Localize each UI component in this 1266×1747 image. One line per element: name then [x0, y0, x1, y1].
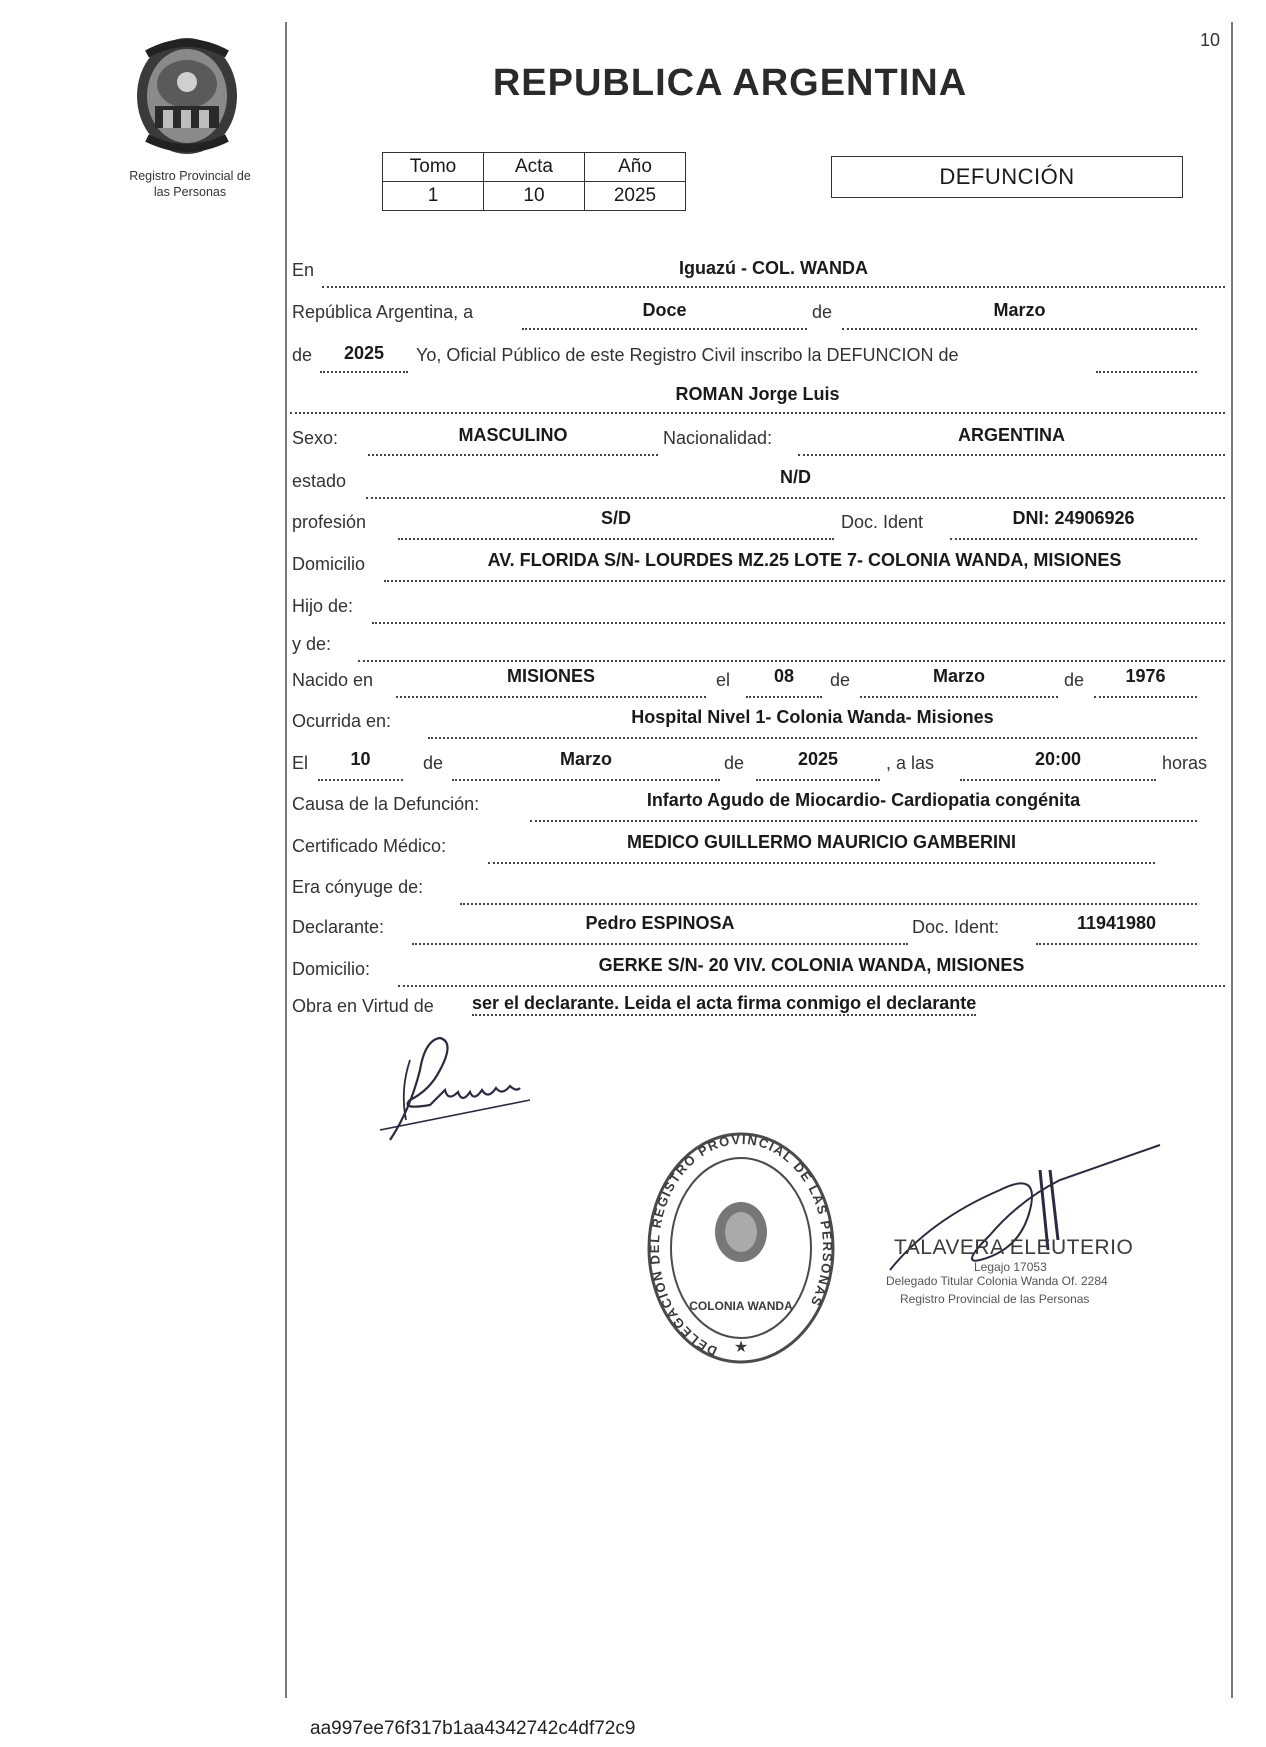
label-ocurrida-en: Ocurrida en: [292, 711, 392, 731]
label-de-nac-mes: de [830, 670, 851, 690]
value-nacido-en: MISIONES [506, 666, 595, 686]
official-cargo: Delegado Titular Colonia Wanda Of. 2284 [886, 1274, 1108, 1288]
label-republica: República Argentina, a [292, 302, 474, 322]
header-tomo: Tomo [383, 153, 484, 182]
right-margin-line [1231, 22, 1233, 1698]
value-tomo: 1 [383, 182, 484, 211]
value-ocurrida-en: Hospital Nivel 1- Colonia Wanda- Misiones [631, 707, 994, 727]
field-hijo-de [372, 598, 1225, 624]
label-de-mes: de [812, 302, 833, 322]
label-profesion: profesión [292, 512, 367, 532]
province-crest-icon [133, 34, 241, 156]
value-anio: 2025 [343, 343, 385, 363]
label-el: El [292, 753, 309, 773]
header-acta: Acta [484, 153, 585, 182]
field-conyuge [460, 879, 1197, 905]
value-estado: N/D [780, 467, 811, 487]
label-sexo: Sexo: [292, 428, 339, 448]
label-conyuge: Era cónyuge de: [292, 877, 424, 897]
value-acta: 10 [484, 182, 585, 211]
label-certificado: Certificado Médico: [292, 836, 447, 856]
value-nac-mes: Marzo [932, 666, 985, 686]
label-nacionalidad: Nacionalidad: [663, 428, 773, 448]
stamp-ring-text: DELEGACION DEL REGISTRO PROVINCIAL DE LAS PERSONAS [647, 1131, 836, 1359]
value-profesion: S/D [600, 508, 631, 528]
label-de-def-mes: de [423, 753, 444, 773]
value-lugar: Iguazú - COL. WANDA [679, 258, 868, 278]
label-domicilio: Domicilio [292, 554, 366, 574]
official-name-stamp [886, 1236, 1176, 1306]
field-y-de [358, 636, 1225, 662]
official-registro: Registro Provincial de las Personas [900, 1292, 1090, 1306]
label-yo-oficial: Yo, Oficial Público de este Registro Civil inscribo la DEFUNCION de [416, 345, 959, 365]
value-domicilio: AV. FLORIDA S/N- LOURDES MZ.25 LOTE 7- COLONIA WANDA, MISIONES [487, 550, 1122, 570]
value-nombre: ROMAN Jorge Luis [675, 384, 840, 404]
label-causa: Causa de la Defunción: [292, 794, 480, 814]
value-declarante: Pedro ESPINOSA [585, 913, 735, 933]
value-nac-anio: 1976 [1125, 666, 1166, 686]
value-dni: DNI: 24906926 [1012, 508, 1135, 528]
label-declarante: Declarante: [292, 917, 385, 937]
value-mes-letras: Marzo [993, 300, 1046, 320]
label-estado: estado [292, 471, 347, 491]
value-anio: 2025 [585, 182, 686, 211]
label-obra: Obra en Virtud de [292, 996, 434, 1016]
label-doc-ident: Doc. Ident [841, 512, 924, 532]
registry-label [100, 168, 280, 200]
document-hash: aa997ee76f317b1aa4342742c4df72c9 [310, 1718, 636, 1739]
label-de-anio: de [292, 345, 313, 365]
value-nac-dia: 08 [773, 666, 795, 686]
record-table-value-row [383, 182, 686, 211]
label-y-de: y de: [292, 634, 332, 654]
label-doc-ident-declarante: Doc. Ident: [912, 917, 1000, 937]
stamp-center-text: COLONIA WANDA [689, 1299, 793, 1313]
value-def-hora: 20:00 [1034, 749, 1082, 769]
left-margin-line [285, 22, 287, 1698]
header-anio: Año [585, 153, 686, 182]
record-table [382, 152, 686, 211]
field-defuncion-de [1096, 347, 1197, 373]
value-causa: Infarto Agudo de Miocardio- Cardiopatia congénita [646, 790, 1081, 810]
value-nacionalidad: ARGENTINA [958, 425, 1065, 445]
registry-label-line2: las Personas [153, 185, 227, 199]
declarant-signature [370, 1030, 550, 1150]
label-horas: horas [1162, 753, 1208, 773]
stamp-star-icon: ★ [733, 1339, 749, 1356]
label-de-def-anio: de [724, 753, 745, 773]
official-name: TALAVERA ELEUTERIO [894, 1236, 1134, 1259]
value-def-anio: 2025 [797, 749, 839, 769]
delegation-stamp [646, 1130, 836, 1370]
value-declarante-doc: 11941980 [1076, 913, 1157, 933]
official-legajo: Legajo 17053 [974, 1260, 1047, 1274]
value-dia-letras: Doce [642, 300, 687, 320]
label-nacido-en: Nacido en [292, 670, 374, 690]
document-title: REPUBLICA ARGENTINA [492, 62, 968, 104]
value-certificado: MEDICO GUILLERMO MAURICIO GAMBERINI [627, 832, 1016, 852]
label-hijo-de: Hijo de: [292, 596, 354, 616]
registry-label-line1: Registro Provincial de [129, 169, 251, 183]
value-domicilio-declarante: GERKE S/N- 20 VIV. COLONIA WANDA, MISIONES [598, 955, 1025, 975]
value-def-mes: Marzo [559, 749, 612, 769]
label-a-las: , a las [886, 753, 935, 773]
page-number: 10 [1200, 30, 1221, 50]
label-domicilio-declarante: Domicilio: [292, 959, 371, 979]
label-de-nac-anio: de [1064, 670, 1085, 690]
label-en: En [292, 260, 315, 280]
value-obra-virtud: ser el declarante. Leida el acta firma conmigo el declarante [472, 993, 976, 1016]
label-el-nac: el [716, 670, 731, 690]
value-def-dia: 10 [350, 749, 371, 769]
document-type-box: DEFUNCIÓN [831, 156, 1183, 198]
value-sexo: MASCULINO [458, 425, 568, 445]
record-table-header-row [383, 153, 686, 182]
